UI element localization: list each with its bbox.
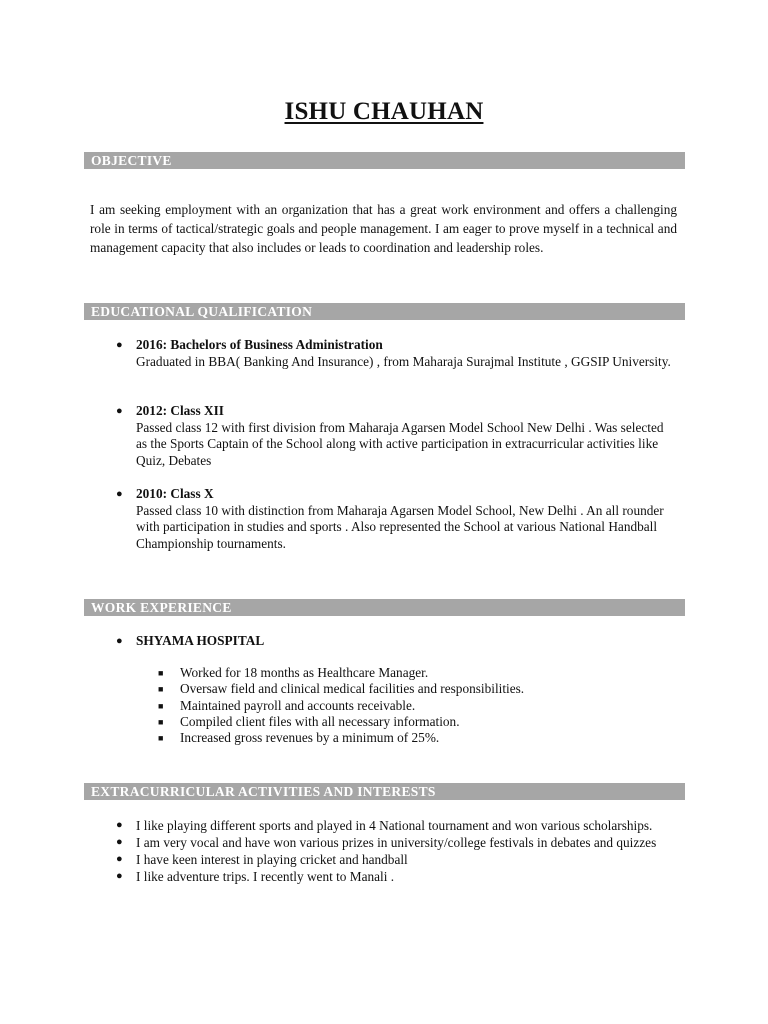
bullet-icon: ● [116,836,123,848]
education-item [116,403,676,469]
square-bullet-icon: ■ [158,684,164,695]
extracurricular-item: I like playing different sports and played in 4 National tournament and won various scholarships. [136,818,653,833]
education-item [116,486,676,552]
extracurricular-item: I have keen interest in playing cricket and handball [136,852,408,867]
square-bullet-icon: ■ [158,700,164,711]
education-detail: Passed class 12 with first division from Maharaja Agarsen Model School New Delhi . Was selected as the Sports Captain of the School along with active participation in extracurricular activities like Quiz, Debates [136,419,664,468]
extracurricular-list [116,817,696,885]
education-heading: EDUCATIONAL QUALIFICATION [84,303,685,320]
education-item [116,337,676,370]
bullet-icon: ● [116,635,123,647]
list-item [116,851,696,868]
list-item [158,730,678,746]
bullet-icon: ● [116,819,123,831]
education-title: 2012: Class XII [136,403,224,418]
bullet-icon: ● [116,853,123,865]
square-bullet-icon: ■ [158,716,164,727]
work-duty: Maintained payroll and accounts receivable. [180,697,416,713]
work-duty: Worked for 18 months as Healthcare Manager. [180,665,429,680]
list-item [158,698,678,714]
objective-heading: OBJECTIVE [84,152,685,169]
education-title: 2016: Bachelors of Business Administration [136,337,383,352]
education-title: 2010: Class X [136,486,214,501]
extracurricular-heading: EXTRACURRICULAR ACTIVITIES AND INTERESTS [84,783,685,800]
resume-name: ISHU CHAUHAN [284,98,484,125]
work-duty: Compiled client files with all necessary information. [180,713,460,729]
work-company-row [116,633,676,650]
list-item [158,681,678,697]
extracurricular-item: I am very vocal and have won various prizes in university/college festivals in debates and quizzes [136,835,657,850]
list-item [116,834,696,851]
list-item [116,868,696,885]
bullet-icon: ● [116,488,123,500]
work-company: SHYAMA HOSPITAL [136,633,265,648]
bullet-icon: ● [116,405,123,417]
square-bullet-icon: ■ [158,668,164,678]
work-duties-list [158,665,678,746]
list-item [116,817,696,834]
work-duty: Oversaw field and clinical medical facilities and responsibilities. [180,681,525,697]
bullet-icon: ● [116,339,123,351]
objective-text: I am seeking employment with an organization that has a great work environment and offers a challenging role in terms of tactical/strategic goals and people management. I am eager to prove myself in a technical and management capacity that also includes or leads to coordination and leadership roles. [90,202,677,255]
education-detail: Passed class 10 with distinction from Maharaja Agarsen Model School, New Delhi . An all rounder with participation in studies and sports . Also represented the School at various National Handball Championship tournaments. [136,502,664,551]
extracurricular-item: I like adventure trips. I recently went to Manali . [136,869,395,884]
list-item [158,714,678,730]
square-bullet-icon: ■ [158,733,164,744]
work-duty: Increased gross revenues by a minimum of 25%. [180,730,440,746]
education-detail: Graduated in BBA( Banking And Insurance) , from Maharaja Surajmal Institute , GGSIP University. [136,353,671,369]
list-item [158,665,678,681]
bullet-icon: ● [116,870,123,882]
work-heading: WORK EXPERIENCE [84,599,685,616]
